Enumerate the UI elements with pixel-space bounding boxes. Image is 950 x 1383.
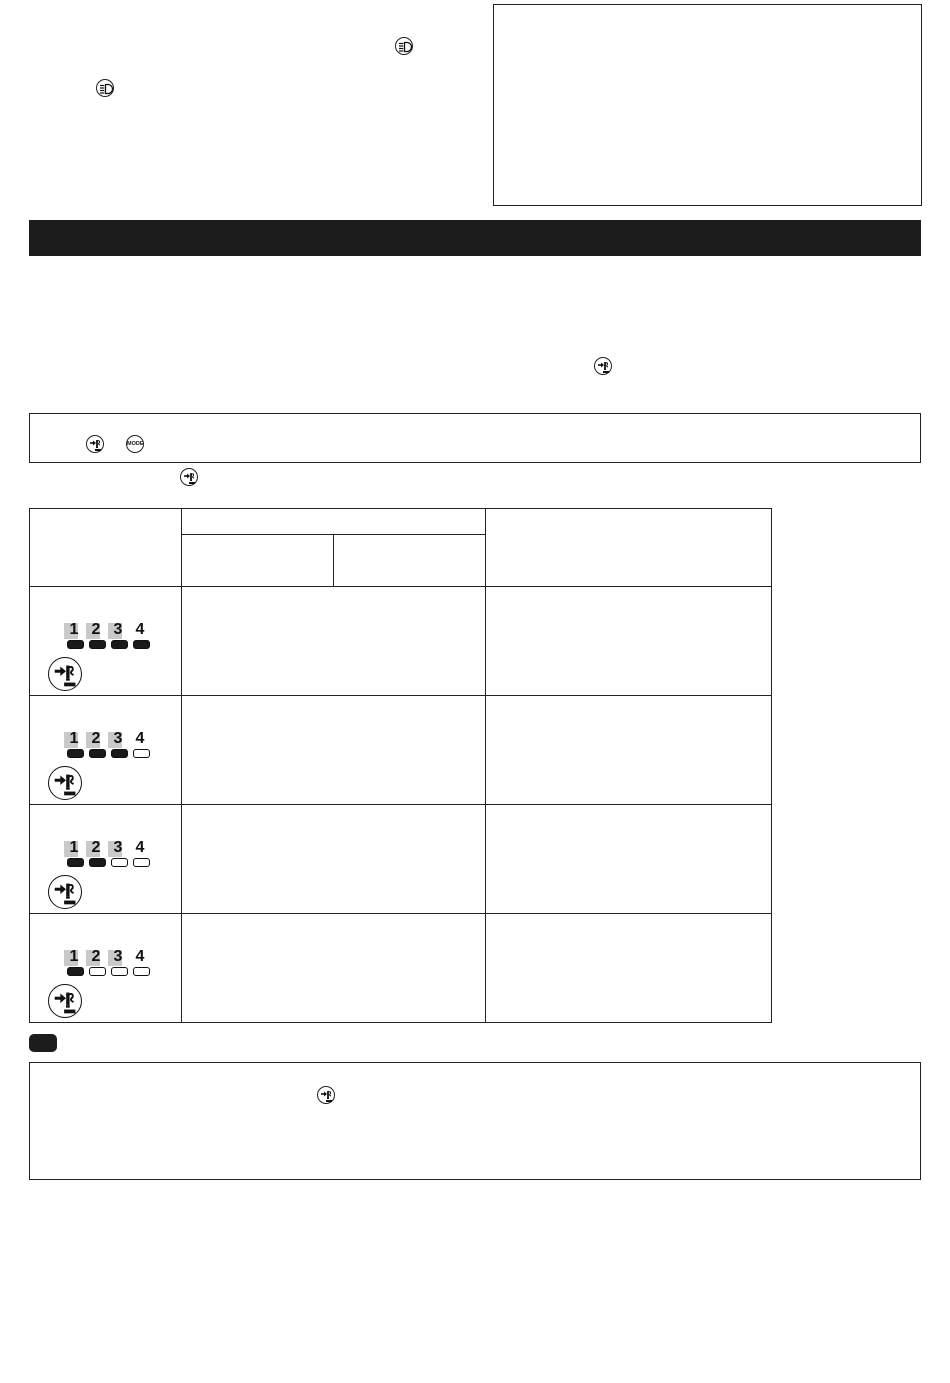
indicator-cell xyxy=(30,805,182,914)
digit-text: 3 xyxy=(113,839,123,856)
indicator-digit xyxy=(108,730,128,748)
indicator-digit xyxy=(86,730,106,748)
digit-text: 4 xyxy=(135,839,145,856)
digit-text: 4 xyxy=(135,730,145,747)
indicator-cell xyxy=(30,914,182,1023)
indicator-digit xyxy=(86,948,106,966)
impact-mode-button-icon xyxy=(48,766,82,800)
table-row xyxy=(30,914,772,1023)
digit-text: 1 xyxy=(69,621,79,638)
impact-mode-icon xyxy=(594,357,612,375)
table-row xyxy=(30,696,772,805)
led-off-indicator xyxy=(133,749,150,758)
led-off-indicator xyxy=(111,858,128,867)
table-cell xyxy=(182,587,486,696)
led-on-indicator xyxy=(89,858,106,867)
impact-mode-button-icon xyxy=(48,984,82,1018)
digit-text: 1 xyxy=(69,948,79,965)
table-cell xyxy=(182,805,486,914)
indicator-digit xyxy=(86,839,106,857)
indicator-digit xyxy=(130,839,150,857)
note-badge xyxy=(29,1034,57,1052)
digit-text: 2 xyxy=(91,948,101,965)
digit-text: 3 xyxy=(113,948,123,965)
indicator-digit xyxy=(64,621,84,639)
led-on-indicator xyxy=(67,749,84,758)
digit-text: 2 xyxy=(91,839,101,856)
indicator-digit xyxy=(64,839,84,857)
mode-text: MODE xyxy=(127,441,144,447)
light-icon xyxy=(96,79,114,97)
table-cell xyxy=(486,587,772,696)
indicator-digit xyxy=(86,621,106,639)
light-icon xyxy=(395,37,413,55)
led-on-indicator xyxy=(89,640,106,649)
led-on-indicator xyxy=(89,749,106,758)
indicator-digit xyxy=(64,730,84,748)
section-header-bar xyxy=(29,220,921,256)
impact-mode-icon xyxy=(86,435,104,453)
indicator-cell xyxy=(30,587,182,696)
digit-text: 2 xyxy=(91,730,101,747)
impact-mode-table xyxy=(29,508,772,1023)
impact-mode-button-icon xyxy=(48,875,82,909)
led-off-indicator xyxy=(133,858,150,867)
bottom-note-box xyxy=(29,1062,921,1180)
table-cell xyxy=(486,914,772,1023)
led-on-indicator xyxy=(133,640,150,649)
digit-text: 1 xyxy=(69,730,79,747)
table-cell xyxy=(486,696,772,805)
table-header-cell xyxy=(182,509,486,535)
impact-mode-button-icon xyxy=(48,657,82,691)
digit-text: 1 xyxy=(69,839,79,856)
indicator-digit xyxy=(64,948,84,966)
digit-text: 4 xyxy=(135,948,145,965)
table-header-cell xyxy=(30,509,182,587)
table-header-cell xyxy=(334,535,486,587)
note-box xyxy=(29,413,921,463)
digit-text: 3 xyxy=(113,730,123,747)
table-cell xyxy=(182,696,486,805)
table-row xyxy=(30,587,772,696)
led-off-indicator xyxy=(89,967,106,976)
indicator-digit xyxy=(130,621,150,639)
led-on-indicator xyxy=(111,749,128,758)
digit-text: 3 xyxy=(113,621,123,638)
table-cell xyxy=(486,805,772,914)
led-on-indicator xyxy=(67,858,84,867)
led-on-indicator xyxy=(67,967,84,976)
table-header-cell xyxy=(182,535,334,587)
mode-button-icon xyxy=(126,435,144,453)
indicator-digit xyxy=(108,948,128,966)
indicator-cell xyxy=(30,696,182,805)
led-off-indicator xyxy=(111,967,128,976)
led-off-indicator xyxy=(133,967,150,976)
impact-mode-icon xyxy=(317,1086,335,1104)
led-on-indicator xyxy=(67,640,84,649)
table-cell xyxy=(182,914,486,1023)
indicator-digit xyxy=(108,621,128,639)
digit-text: 2 xyxy=(91,621,101,638)
table-header-cell xyxy=(486,509,772,587)
indicator-digit xyxy=(130,730,150,748)
led-on-indicator xyxy=(111,640,128,649)
indicator-digit xyxy=(108,839,128,857)
caution-box xyxy=(493,4,922,206)
table-row xyxy=(30,805,772,914)
indicator-digit xyxy=(130,948,150,966)
impact-mode-icon xyxy=(180,468,198,486)
digit-text: 4 xyxy=(135,621,145,638)
